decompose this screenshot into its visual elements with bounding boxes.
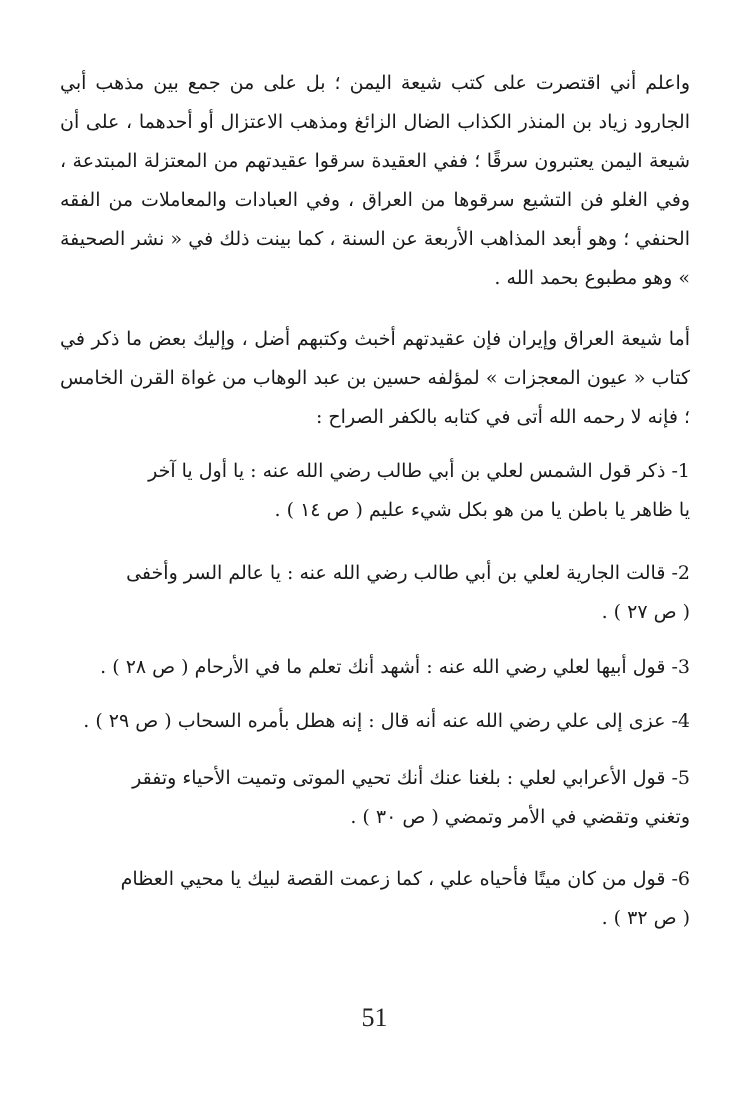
list-item-6 (60, 860, 690, 938)
item-number: 3- (671, 656, 690, 678)
item-number: 4- (671, 710, 690, 732)
item-text-continued: ( ص ٣٢ ) . (601, 907, 690, 929)
item-text: قول أبيها لعلي رضي الله عنه : أشهد أنك تعلم ما في الأرحام ( ص ٢٨ ) . (100, 656, 666, 678)
list-item-4 (60, 702, 690, 741)
paragraph-iraq-iran: أما شيعة العراق وإيران فإن عقيدتهم أخبث وكتبهم أضل ، وإليك بعض ما ذكر في كتاب « عيون المعجزات » لمؤلفه حسين بن عبد الوهاب من غواة القرن الخامس ؛ فإنه لا رحمه الله أتى في كتابه بالكفر الصراح : (60, 328, 690, 428)
item-number: 6- (671, 868, 690, 890)
list-item-2 (60, 554, 690, 632)
page-number: 51 (361, 1003, 388, 1032)
item-text-continued: ( ص ٢٧ ) . (601, 601, 690, 623)
list-item-3 (60, 648, 690, 687)
item-number: 2- (671, 562, 690, 584)
item-text: ذكر قول الشمس لعلي بن أبي طالب رضي الله عنه : يا أول يا آخر (148, 460, 666, 482)
item-text: قالت الجارية لعلي بن أبي طالب رضي الله عنه : يا عالم السر وأخفى (126, 562, 666, 584)
item-text: عزى إلى علي رضي الله عنه أنه قال : إنه هطل بأمره السحاب ( ص ٢٩ ) . (83, 710, 666, 732)
item-text-continued: وتغني وتقضي في الأمر وتمضي ( ص ٣٠ ) . (350, 806, 690, 828)
item-number: 1- (671, 460, 690, 482)
item-number: 5- (671, 767, 690, 789)
item-text: قول من كان ميتًا فأحياه علي ، كما زعمت القصة لبيك يا محيي العظام (120, 868, 666, 890)
item-text: قول الأعرابي لعلي : بلغنا عنك أنك تحيي الموتى وتميت الأحياء وتفقر (132, 767, 666, 789)
list-item-5 (60, 759, 690, 837)
paragraph-intro: واعلم أني اقتصرت على كتب شيعة اليمن ؛ بل على من جمع بين مذهب أبي الجارود زياد بن المنذر الكذاب الضال الزائغ ومذهب الاعتزال أو أحدهما ، على أن شيعة اليمن يعتبرون سرقًا ؛ ففي العقيدة سرقوا عقيدتهم من المعتزلة المبتدعة ، وفي الغلو فن التشيع سرقوها من العراق ، وفي العبادات والمعاملات من الفقه الحنفي ؛ وهو أبعد المذاهب الأربعة عن السنة ، كما بينت ذلك في « نشر الصحيفة » وهو مطبوع بحمد الله . (60, 72, 690, 289)
item-text-continued: يا ظاهر يا باطن يا من هو بكل شيء عليم ( ص ١٤ ) . (274, 499, 690, 521)
list-item-1 (60, 452, 690, 530)
